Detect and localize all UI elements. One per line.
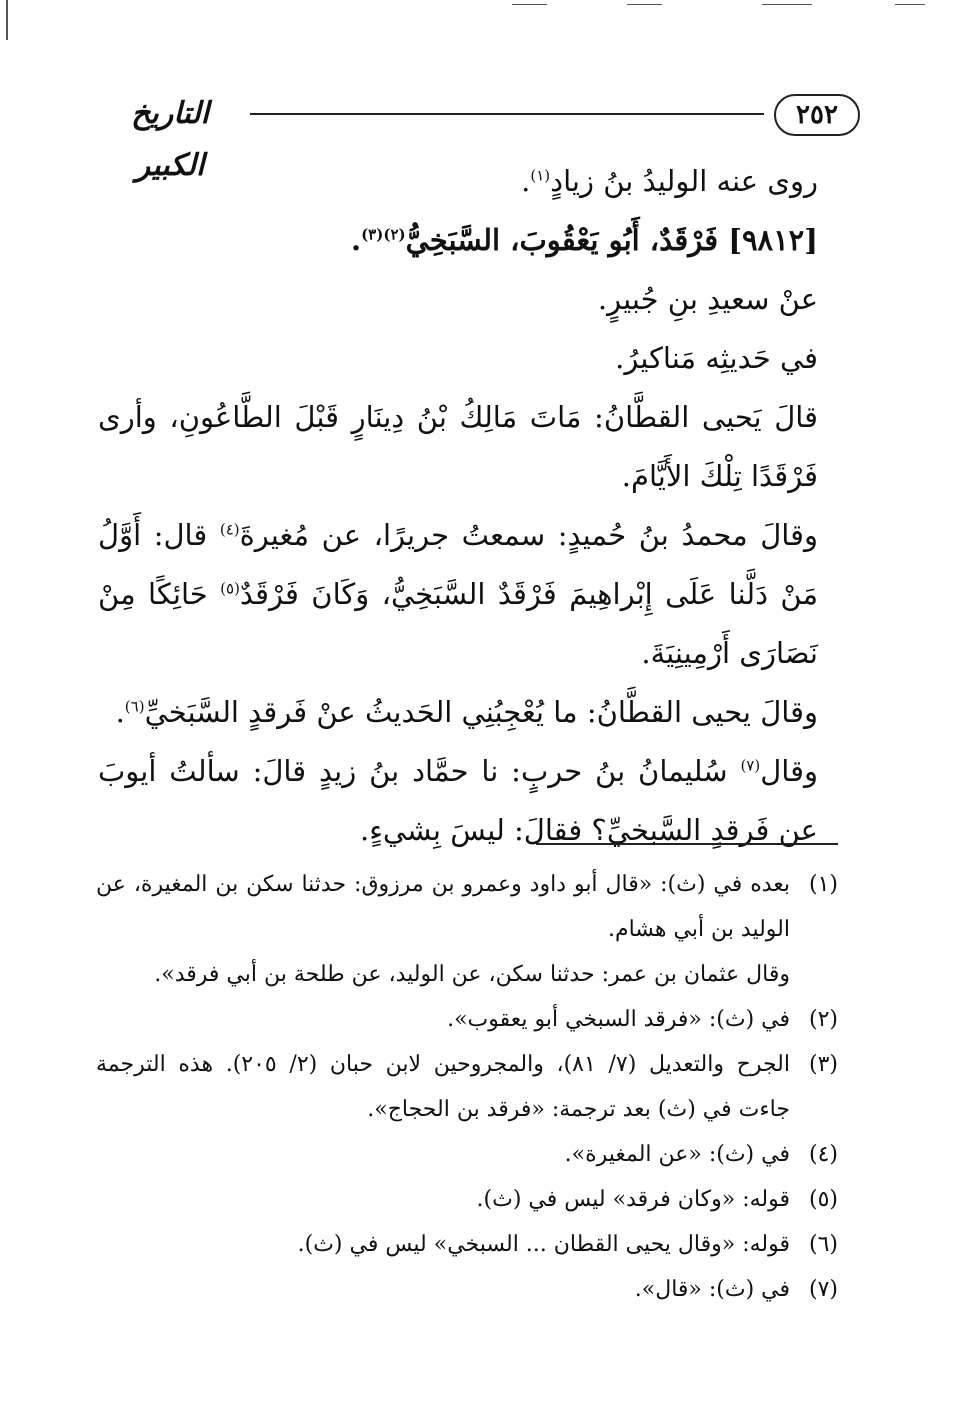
- paragraph: [98, 683, 838, 742]
- running-title: التاريخ الكبير: [131, 96, 209, 183]
- scan-edge-mark-top: [627, 4, 662, 5]
- footnote-number: (١): [808, 872, 838, 897]
- footnote-ref: (٧): [740, 756, 761, 775]
- footnote-text: في (ث): «عن المغيرة».: [564, 1142, 790, 1167]
- footnote: [96, 1177, 838, 1222]
- entry-number: [٩٨١٢]: [728, 223, 818, 257]
- footnote-ref: (٦): [124, 697, 145, 716]
- text: وقال: [760, 754, 818, 788]
- footnote-text: قوله: «وكان فرقد» ليس في (ث).: [476, 1187, 790, 1212]
- entry-name: فَرْقَدٌ، أَبُو يَعْقُوبَ، السَّبَخِيُّ: [405, 223, 719, 257]
- scan-edge-mark-top: [762, 4, 812, 5]
- header-rule: [250, 113, 764, 115]
- footnote: [96, 1222, 838, 1267]
- footnote-continuation: وقال عثمان بن عمر: حدثنا سكن، عن الوليد، عن طلحة بن أبي فرقد».: [154, 962, 790, 987]
- scan-edge-line-left: [6, 0, 8, 40]
- footnote-text: في (ث): «فرقد السبخي أبو يعقوب».: [447, 1007, 790, 1032]
- scan-edge-mark-top: [895, 4, 925, 5]
- footnote: [96, 1267, 838, 1312]
- footnote-ref: (٥): [220, 579, 240, 598]
- text: سُليمانُ بنُ حربٍ: نا حمَّاد بنُ زيدٍ قالَ: سألتُ أيوبَ عن فَرقدٍ السَّبخيِّ؟ فقالَ: ليسَ بِشيءٍ.: [98, 754, 818, 847]
- footnote-number: (٤): [808, 1142, 838, 1167]
- footnote-text: الجرح والتعديل (٧/ ٨١)، والمجروحين لابن حبان (٢/ ٢٠٥). هذه الترجمة جاءت في (ث) بعد ترجمة: «فرقد بن الحجاج».: [96, 1052, 790, 1122]
- footnote-number: (٦): [808, 1232, 838, 1257]
- footnote-number: (٥): [808, 1187, 838, 1212]
- text: قال: أَوَّلُ مَنْ دَلَّنا عَلَى إِبْراهِيمَ فَرْقَدٌ السَّبَخِيُّ، وَكَانَ فَرْقَدٌ: [98, 518, 819, 611]
- page-number: ٢٥٢: [774, 94, 860, 136]
- scan-edge-mark-top: [512, 4, 547, 5]
- text: حَائِكًا مِنْ نَصَارَى أَرْمِينِيَةَ.: [98, 577, 818, 670]
- footnote-ref: (٤): [219, 520, 240, 539]
- footnote: [96, 997, 838, 1042]
- text: .: [350, 223, 362, 257]
- footnote-text: بعده في (ث): «قال أبو داود وعمرو بن مرزوق: حدثنا سكن بن المغيرة، عن الوليد بن أبي هشام.: [96, 872, 790, 942]
- paragraph: [98, 152, 838, 211]
- footnote-number: (٣): [808, 1052, 838, 1077]
- text: وقالَ يحيى القطَّانُ: ما يُعْجِبُنِي الحَديثُ عنْ فَرقدٍ السَّبَخيِّ: [144, 695, 818, 729]
- paragraph: [98, 506, 838, 683]
- paragraph: في حَديثِه مَناكيرُ.: [615, 341, 818, 375]
- footnote: [96, 862, 838, 952]
- text: .: [521, 164, 531, 198]
- footnote: [96, 1132, 838, 1177]
- text: روى عنه الوليدُ بنُ زيادٍ: [550, 164, 818, 198]
- footnote-text: في (ث): «قال».: [634, 1277, 790, 1302]
- footnotes: [96, 862, 838, 1312]
- footnote-ref: (١): [530, 166, 551, 185]
- footnote-text: قوله: «وقال يحيى القطان ... السبخي» ليس في (ث).: [297, 1232, 790, 1257]
- footnote-ref: (٢)(٣): [361, 225, 406, 244]
- text: وقالَ محمدُ بنُ حُميدٍ: سمعتُ جريرًا، عن مُغيرةَ: [239, 518, 818, 552]
- footnote-number: (٢): [808, 1007, 838, 1032]
- paragraph: عنْ سعيدِ بنِ جُبيرٍ.: [597, 282, 818, 316]
- footnote: [96, 1042, 838, 1132]
- text: .: [115, 695, 125, 729]
- entry-heading: [98, 211, 838, 270]
- main-text: [98, 152, 838, 860]
- footnote-separator: [536, 843, 838, 845]
- paragraph: قالَ يَحيى القطَّانُ: مَاتَ مَالِكُ بْنُ دِينَارٍ قَبْلَ الطَّاعُونِ، وأرى فَرْقَدًا تِلْكَ الأَيَّامَ.: [98, 400, 818, 493]
- footnote-number: (٧): [808, 1277, 838, 1302]
